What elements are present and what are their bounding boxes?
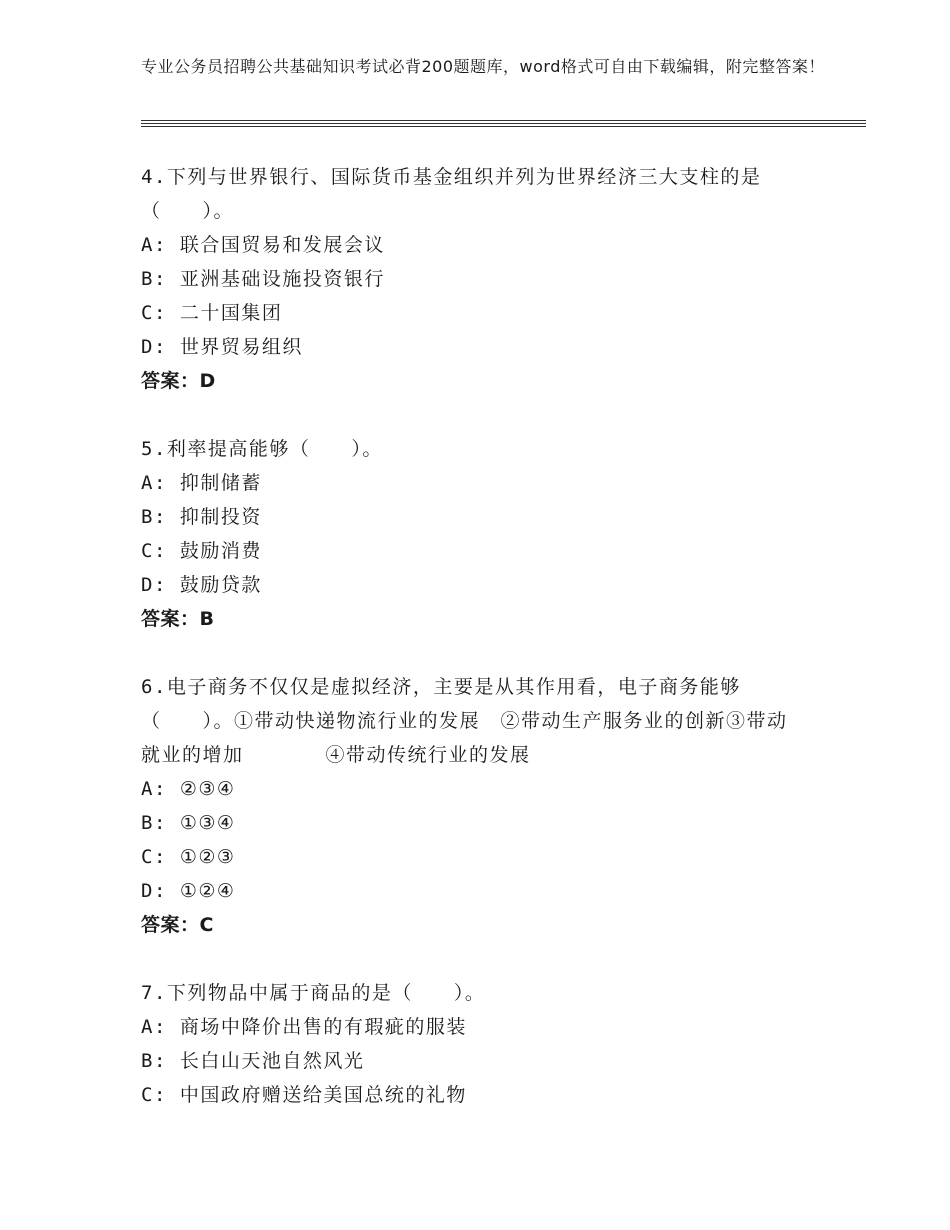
option-d: D: 世界贸易组织 xyxy=(141,336,303,358)
option-c: C: 鼓励消费 xyxy=(141,540,262,562)
question-6 xyxy=(141,670,801,942)
option-c: C: 中国政府赠送给美国总统的礼物 xyxy=(141,1084,467,1106)
option-a: A: ②③④ xyxy=(141,778,236,800)
option-a: A: 抑制储蓄 xyxy=(141,472,262,494)
question-text: 6.电子商务不仅仅是虚拟经济，主要是从其作用看，电子商务能够（ ）。①带动快递物流行业的发展 ②带动生产服务业的创新③带动就业的增加 ④带动传统行业的发展 xyxy=(141,676,788,766)
option-b: B: 抑制投资 xyxy=(141,506,262,528)
question-list xyxy=(141,160,801,1146)
answer: 答案：B xyxy=(141,608,215,630)
option-a: A: 联合国贸易和发展会议 xyxy=(141,234,385,256)
option-b: B: 亚洲基础设施投资银行 xyxy=(141,268,385,290)
option-d: D: ①②④ xyxy=(141,880,236,902)
question-4 xyxy=(141,160,801,398)
answer: 答案：D xyxy=(141,370,216,392)
answer: 答案：C xyxy=(141,914,214,936)
header-rule xyxy=(141,120,866,121)
header-rule xyxy=(141,126,866,127)
question-7 xyxy=(141,976,801,1112)
option-c: C: 二十国集团 xyxy=(141,302,283,324)
option-b: B: ①③④ xyxy=(141,812,236,834)
option-c: C: ①②③ xyxy=(141,846,236,868)
question-text: 4.下列与世界银行、国际货币基金组织并列为世界经济三大支柱的是（ ）。 xyxy=(141,166,762,222)
question-5 xyxy=(141,432,801,636)
header-rule xyxy=(141,123,866,124)
option-d: D: 鼓励贷款 xyxy=(141,574,262,596)
document-header: 专业公务员招聘公共基础知识考试必背200题题库，word格式可自由下载编辑，附完整答案！ xyxy=(141,57,825,76)
option-a: A: 商场中降价出售的有瑕疵的服装 xyxy=(141,1016,467,1038)
option-b: B: 长白山天池自然风光 xyxy=(141,1050,365,1072)
question-text: 5.利率提高能够（ ）。 xyxy=(141,438,383,460)
question-text: 7.下列物品中属于商品的是（ ）。 xyxy=(141,982,486,1004)
